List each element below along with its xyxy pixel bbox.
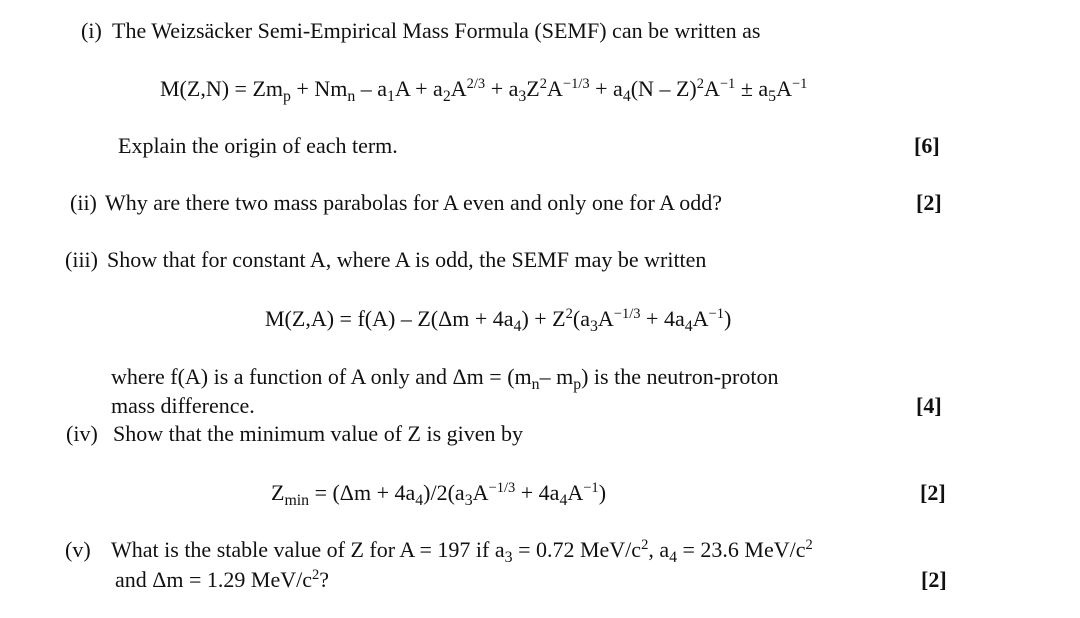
question-v-line1: What is the stable value of Z for A = 197 if $a_3 = 0.72$ MeV/$c^2$, $a_4 = 23.6$ MeV/$c^2$ <box>111 537 813 566</box>
question-v-line2: and Δm = 1.29 MeV/$c^2$? <box>115 567 330 592</box>
zmin-equation: $Z_{min} = (\Delta m + 4a_4)/2(a_3A^{-1/3} + 4a_4A^{-1})$ <box>271 480 607 509</box>
semf-odd-a-equation: $M(Z,A) = f(A) - Z(\Delta m + 4a_4) + Z^2(a_3A^{-1/3} + 4a_4A^{-1})$ <box>265 306 732 335</box>
question-iv-text: Show that the minimum value of Z is given by <box>113 421 524 446</box>
question-iii-text: Show that for constant A, where A is odd, the SEMF may be written <box>107 247 707 272</box>
question-i-number: (i) <box>81 18 102 43</box>
question-v-marks: [2] <box>921 567 947 592</box>
question-i-text: The Weizsäcker Semi-Empirical Mass Formula (SEMF) can be written as <box>112 18 761 43</box>
question-ii-number: (ii) <box>70 190 97 215</box>
question-iv-number: (iv) <box>66 421 98 446</box>
question-iii-number: (iii) <box>65 247 98 272</box>
question-iv-marks: [2] <box>920 480 946 505</box>
question-i-marks: [6] <box>914 133 940 158</box>
question-i-explain: Explain the origin of each term. <box>118 133 398 158</box>
question-iii-marks: [4] <box>916 393 942 418</box>
question-ii-marks: [2] <box>916 190 942 215</box>
question-iii-line2: mass difference. <box>111 393 255 418</box>
question-v-number: (v) <box>65 537 91 562</box>
semf-equation: $M(Z,N) = Zm_p + Nm_n - a_1A + a_2A^{2/3} + a_3Z^2A^{-1/3} + a_4(N - Z)^2A^{-1} \pm a_5A^{-1}$ <box>160 76 808 105</box>
question-ii-text: Why are there two mass parabolas for A even and only one for A odd? <box>105 190 723 215</box>
question-iii-where: where f(A) is a function of A only and $\Delta m = (m_n-$ $m_p$) is the neutron-proton <box>111 364 779 393</box>
